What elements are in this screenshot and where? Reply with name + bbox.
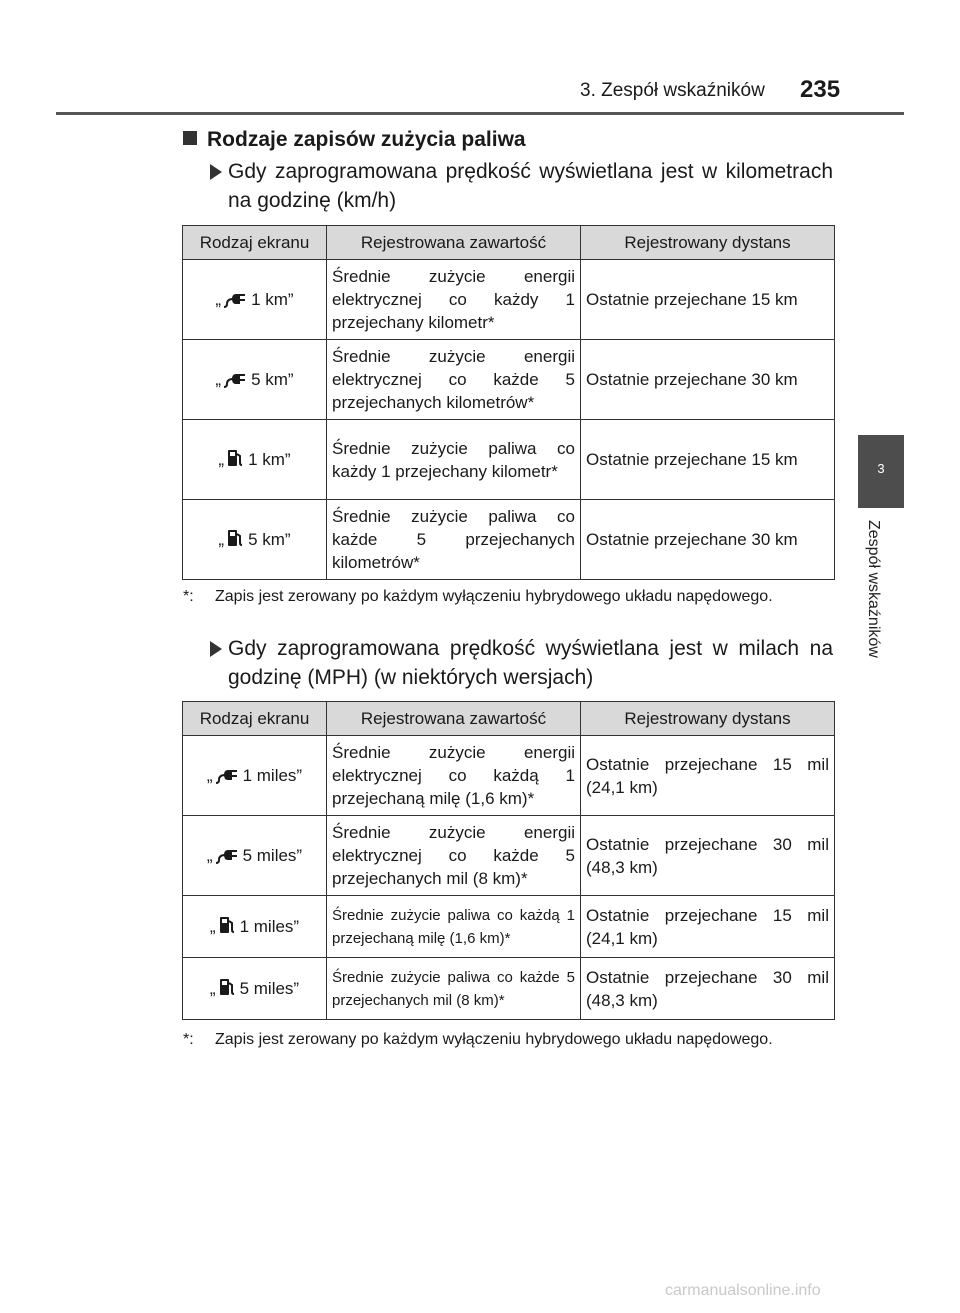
cell-content: Średnie zużycie energii elektrycznej co każde 5 przejechanych kilometrów*: [327, 340, 581, 420]
cell-screen: [183, 816, 327, 896]
open-quote: „: [218, 530, 225, 549]
col-header-content: Rejestrowana zawartość: [327, 702, 581, 736]
col-header-screen: Rodzaj ekranu: [183, 226, 327, 260]
open-quote: „: [215, 290, 222, 309]
fuel-pump-icon: [218, 977, 236, 997]
screen-label: 1 miles”: [242, 766, 303, 785]
ev-plug-icon: [215, 766, 239, 784]
open-quote: „: [206, 846, 213, 865]
footnote-text: Zapis jest zerowany po każdym wyłączeniu hybrydowego układu napędowego.: [215, 1031, 773, 1048]
km-table: [182, 225, 835, 580]
cell-screen: [183, 420, 327, 500]
cell-screen: [183, 340, 327, 420]
header-rule: [56, 112, 904, 115]
screen-label: 5 km”: [251, 370, 294, 389]
chapter-title: 3. Zespół wskaźników: [580, 80, 765, 101]
fuel-pump-icon: [226, 448, 244, 468]
cell-content: Średnie zużycie paliwa co każde 5 przejechanych kilometrów*: [327, 500, 581, 580]
cell-distance: Ostatnie przejechane 15 km: [581, 260, 835, 340]
footnote-marker: *:: [183, 588, 194, 605]
cell-screen: [183, 896, 327, 958]
cell-content: Średnie zużycie energii elektrycznej co każdy 1 przejechany kilometr*: [327, 260, 581, 340]
cell-screen: [183, 736, 327, 816]
fuel-pump-icon: [226, 528, 244, 548]
cell-screen: [183, 260, 327, 340]
screen-label: 5 miles”: [242, 846, 303, 865]
ev-plug-icon: [215, 846, 239, 864]
table-row: [183, 736, 835, 816]
side-tab-number: 3: [877, 461, 885, 476]
screen-label: 1 km”: [251, 290, 294, 309]
col-header-distance: Rejestrowany dystans: [581, 226, 835, 260]
table-row: [183, 816, 835, 896]
page-number: 235: [800, 76, 841, 103]
cell-content: Średnie zużycie energii elektrycznej co każdą 1 przejechaną milę (1,6 km)*: [327, 736, 581, 816]
cell-content: Średnie zużycie paliwa co każdy 1 przejechany kilometr*: [327, 420, 581, 500]
open-quote: „: [206, 766, 213, 785]
cell-distance: Ostatnie przejechane 15 mil (24,1 km): [581, 896, 835, 958]
side-tab-label-wrap: [864, 520, 886, 680]
screen-label: 5 km”: [248, 530, 291, 549]
watermark: carmanualsonline.info: [665, 1282, 821, 1299]
mph-heading-text: Gdy zaprogramowana prędkość wyświetlana jest w milach na godzinę (MPH) (w niektórych wersjach): [228, 637, 833, 689]
cell-content: Średnie zużycie paliwa co każdą 1 przejechaną milę (1,6 km)*: [327, 896, 581, 958]
km-table-header: [183, 226, 835, 260]
fuel-pump-icon: [218, 915, 236, 935]
section-title-text: Rodzaje zapisów zużycia paliwa: [207, 128, 526, 151]
km-footnote: [183, 585, 831, 608]
footnote-text: Zapis jest zerowany po każdym wyłączeniu hybrydowego układu napędowego.: [215, 588, 773, 605]
triangle-bullet-icon: [210, 641, 222, 657]
mph-table: [182, 701, 835, 1020]
square-bullet-icon: [183, 131, 197, 145]
cell-distance: Ostatnie przejechane 15 mil (24,1 km): [581, 736, 835, 816]
table-row: [183, 896, 835, 958]
mph-heading: [213, 634, 833, 692]
cell-distance: Ostatnie przejechane 15 km: [581, 420, 835, 500]
table-row: [183, 340, 835, 420]
table-row: [183, 260, 835, 340]
screen-label: 1 km”: [248, 450, 291, 469]
screen-label: 1 miles”: [239, 917, 300, 936]
cell-distance: Ostatnie przejechane 30 mil (48,3 km): [581, 958, 835, 1020]
cell-content: Średnie zużycie paliwa co każde 5 przejechanych mil (8 km)*: [327, 958, 581, 1020]
open-quote: „: [218, 450, 225, 469]
cell-distance: Ostatnie przejechane 30 mil (48,3 km): [581, 816, 835, 896]
screen-label: 5 miles”: [239, 979, 300, 998]
cell-distance: Ostatnie przejechane 30 km: [581, 500, 835, 580]
section-title: [183, 128, 526, 152]
open-quote: „: [209, 917, 216, 936]
cell-screen: [183, 500, 327, 580]
open-quote: „: [209, 979, 216, 998]
mph-footnote: [183, 1028, 831, 1051]
table-row: [183, 500, 835, 580]
cell-screen: [183, 958, 327, 1020]
col-header-content: Rejestrowana zawartość: [327, 226, 581, 260]
col-header-distance: Rejestrowany dystans: [581, 702, 835, 736]
side-tab-label: Zespół wskaźników: [865, 520, 882, 658]
footnote-marker: *:: [183, 1031, 194, 1048]
ev-plug-icon: [223, 370, 247, 388]
mph-table-header: [183, 702, 835, 736]
km-heading-text: Gdy zaprogramowana prędkość wyświetlana jest w kilometrach na godzinę (km/h): [228, 160, 833, 212]
table-row: [183, 958, 835, 1020]
ev-plug-icon: [223, 290, 247, 308]
table-row: [183, 420, 835, 500]
cell-distance: Ostatnie przejechane 30 km: [581, 340, 835, 420]
km-heading: [213, 157, 833, 215]
cell-content: Średnie zużycie energii elektrycznej co każde 5 przejechanych mil (8 km)*: [327, 816, 581, 896]
open-quote: „: [215, 370, 222, 389]
col-header-screen: Rodzaj ekranu: [183, 702, 327, 736]
triangle-bullet-icon: [210, 164, 222, 180]
